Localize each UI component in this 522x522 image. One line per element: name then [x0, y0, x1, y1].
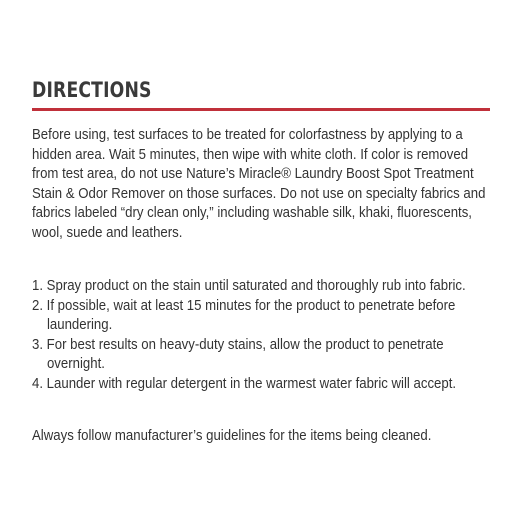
step-item: 4. Launder with regular detergent in the warmest water fabric will accept. — [32, 374, 457, 392]
step-item: 3. For best results on heavy-duty stains, allow the product to penetrate overnight. — [32, 335, 444, 372]
directions-steps-list — [32, 276, 490, 393]
step-item: 2. If possible, wait at least 15 minutes for the product to penetrate before laundering. — [32, 296, 456, 333]
step-item: 1. Spray product on the stain until saturated and thoroughly rub into fabric. — [32, 277, 466, 294]
heading-underline — [32, 108, 490, 111]
intro-paragraph: Before using, test surfaces to be treated for colorfastness by applying to a hidden area. Wait 5 minutes, then wipe with white cloth. If color is removed from test area, do not use Nature’s Miracle® Laundry Boost Spot Treatment Stain & Odor Remover on those surfaces. Do not use on specialty fabrics and fabrics labeled “dry clean only,” including washable silk, khaki, fluorescents, wool, suede and leathers. — [32, 126, 486, 241]
closing-note: Always follow manufacturer’s guidelines for the items being cleaned. — [32, 427, 432, 444]
directions-heading: DIRECTIONS — [32, 78, 152, 102]
